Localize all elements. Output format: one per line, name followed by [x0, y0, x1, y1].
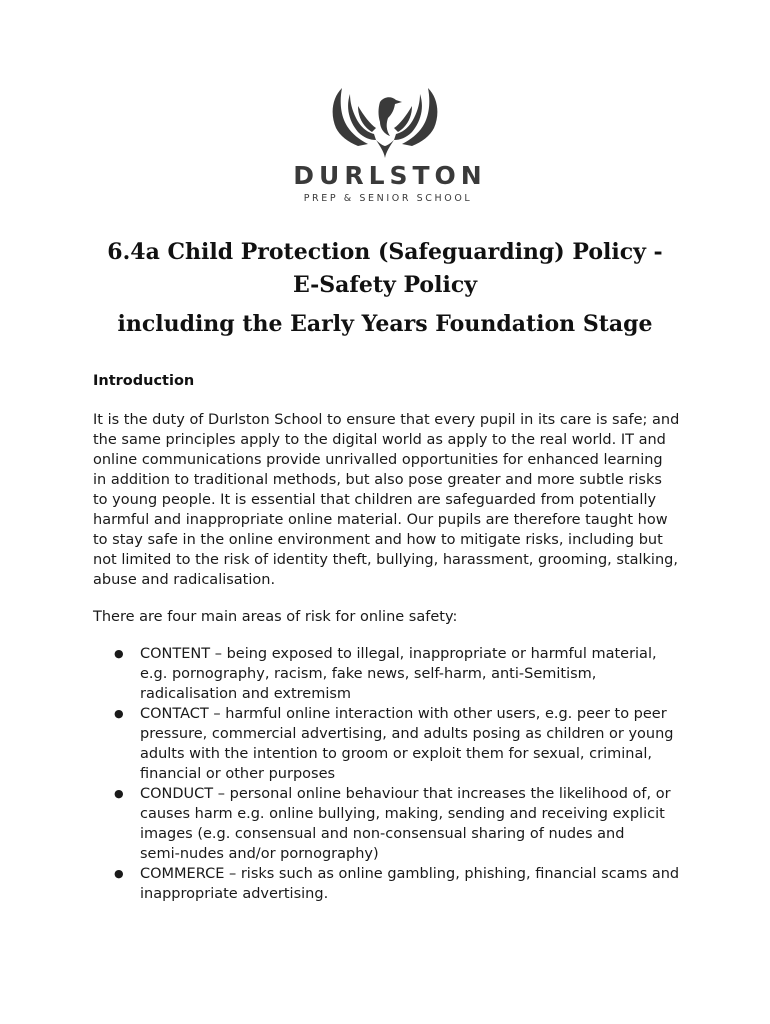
list-item-line: pressure, commercial advertising, and adults posing as children or young: [140, 726, 674, 742]
bullet-icon: ●: [114, 647, 124, 660]
bullet-icon: ●: [114, 867, 124, 880]
title-line-1: 6.4a Child Protection (Safeguarding) Policy -: [107, 239, 663, 265]
list-item-line: e.g. pornography, racism, fake news, self-harm, anti-Semitism,: [140, 666, 597, 682]
introduction-paragraph: [93, 410, 693, 590]
bullet-icon: ●: [114, 787, 124, 800]
title-line-2: E-Safety Policy: [292, 272, 478, 298]
list-item-line: financial or other purposes: [140, 766, 336, 782]
paragraph-line: harmful and inappropriate online material. Our pupils are therefore taught how: [93, 512, 668, 528]
paragraph-line: abuse and radicalisation.: [93, 572, 276, 588]
paragraph-line: the same principles apply to the digital world as apply to the real world. IT and: [93, 432, 666, 448]
document-title: [60, 236, 710, 341]
list-item-line: CONTENT – being exposed to illegal, inappropriate or harmful material,: [140, 646, 657, 662]
phoenix-bird-icon: [280, 84, 490, 160]
school-subtitle: PREP & SENIOR SCHOOL: [303, 193, 473, 204]
list-item-line: radicalisation and extremism: [140, 686, 352, 702]
risks-intro-paragraph: [93, 607, 693, 627]
list-item-conduct: [110, 784, 700, 864]
section-heading-introduction: Introduction: [93, 373, 195, 389]
list-item-line: CONTACT – harmful online interaction with other users, e.g. peer to peer: [140, 706, 667, 722]
paragraph-line: online communications provide unrivalled opportunities for enhanced learning: [93, 452, 663, 468]
list-item-contact: [110, 704, 700, 784]
paragraph-line: not limited to the risk of identity theft, bullying, harassment, grooming, stalking,: [93, 552, 678, 568]
school-name: DURLSTON: [293, 161, 487, 190]
list-item-line: inappropriate advertising.: [140, 886, 329, 902]
paragraph-line: in addition to traditional methods, but also pose greater and more subtle risks: [93, 472, 662, 488]
list-item-commerce: [110, 864, 700, 904]
list-item-line: adults with the intention to groom or exploit them for sexual, criminal,: [140, 746, 652, 762]
list-item-line: CONDUCT – personal online behaviour that increases the likelihood of, or: [140, 786, 671, 802]
list-item-content: [110, 644, 700, 704]
bullet-icon: ●: [114, 707, 124, 720]
list-item-line: semi-nudes and/or pornography): [140, 846, 379, 862]
school-logo: [280, 84, 490, 206]
list-item-line: images (e.g. consensual and non-consensual sharing of nudes and: [140, 826, 625, 842]
paragraph-line: It is the duty of Durlston School to ensure that every pupil in its care is safe; and: [93, 412, 680, 428]
risk-list: [110, 644, 700, 904]
paragraph-line: to stay safe in the online environment and how to mitigate risks, including but: [93, 532, 663, 548]
title-line-3: including the Early Years Foundation Stage: [117, 311, 653, 337]
paragraph-line: to young people. It is essential that children are safeguarded from potentially: [93, 492, 657, 508]
list-item-line: causes harm e.g. online bullying, making, sending and receiving explicit: [140, 806, 665, 822]
paragraph-line: There are four main areas of risk for online safety:: [93, 609, 458, 625]
list-item-line: COMMERCE – risks such as online gambling, phishing, financial scams and: [140, 866, 680, 882]
